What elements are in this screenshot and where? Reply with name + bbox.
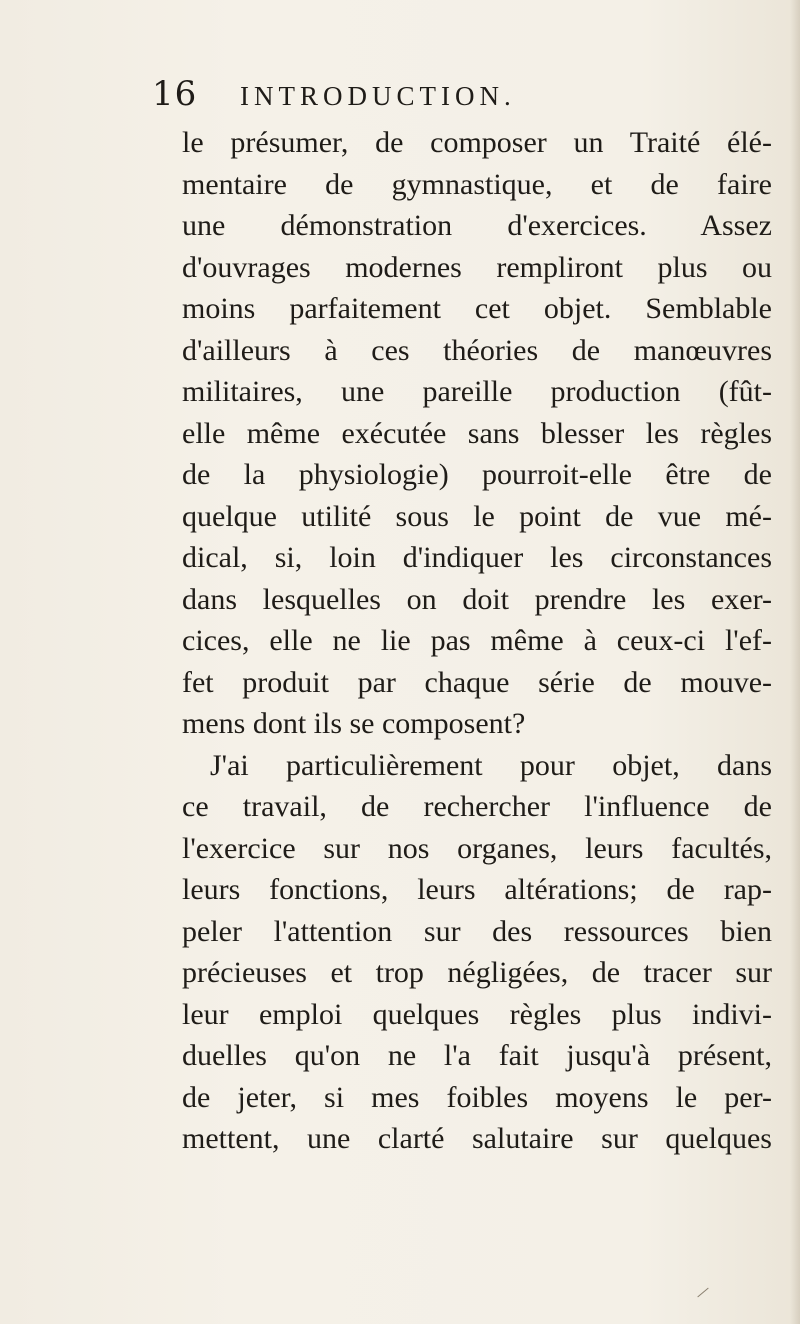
text-line: précieuses et trop négligées, de tracer sur (182, 956, 772, 989)
text-line: quelque utilité sous le point de vue mé- (182, 499, 772, 533)
running-title: INTRODUCTION. (240, 81, 516, 111)
page-edge-shadow (790, 0, 800, 1324)
page-header (152, 74, 612, 114)
text-line: le présumer, de composer un Traité élé- (182, 126, 772, 159)
stray-mark (697, 1288, 708, 1298)
text-line: ce travail, de rechercher l'influence de (182, 790, 772, 823)
text-line: mens dont ils se composent? (182, 707, 526, 740)
text-line: d'ailleurs à ces théories de manœuvres (182, 333, 772, 367)
text-line: militaires, une pareille production (fût- (182, 375, 772, 408)
text-line: une démonstration d'exercices. Assez (182, 209, 772, 242)
text-line: d'ouvrages modernes rempliront plus ou (182, 250, 772, 284)
text-line: cices, elle ne lie pas même à ceux-ci l'ef- (182, 624, 772, 657)
text-line: J'ai particulièrement pour objet, dans (210, 748, 772, 782)
page-number: 16 (152, 74, 198, 114)
text-line: fet produit par chaque série de mouve- (182, 665, 772, 699)
text-line: de la physiologie) pourroit-elle être de (182, 458, 772, 491)
text-line: dical, si, loin d'indiquer les circonstances (182, 541, 772, 574)
text-line: mettent, une clarté salutaire sur quelques (182, 1122, 772, 1155)
body-text (182, 122, 772, 1160)
text-line: moins parfaitement cet objet. Semblable (182, 292, 772, 325)
text-line: peler l'attention sur des ressources bien (182, 914, 772, 948)
text-line: leur emploi quelques règles plus indivi- (182, 997, 772, 1031)
text-line: leurs fonctions, leurs altérations; de rap- (182, 873, 772, 906)
text-line: duelles qu'on ne l'a fait jusqu'à présent, (182, 1039, 772, 1072)
text-line: elle même exécutée sans blesser les règles (182, 416, 772, 450)
text-line: l'exercice sur nos organes, leurs facultés, (182, 831, 772, 865)
text-line: de jeter, si mes foibles moyens le per- (182, 1080, 772, 1114)
text-line: mentaire de gymnastique, et de faire (182, 167, 772, 201)
text-line: dans lesquelles on doit prendre les exer- (182, 582, 772, 616)
